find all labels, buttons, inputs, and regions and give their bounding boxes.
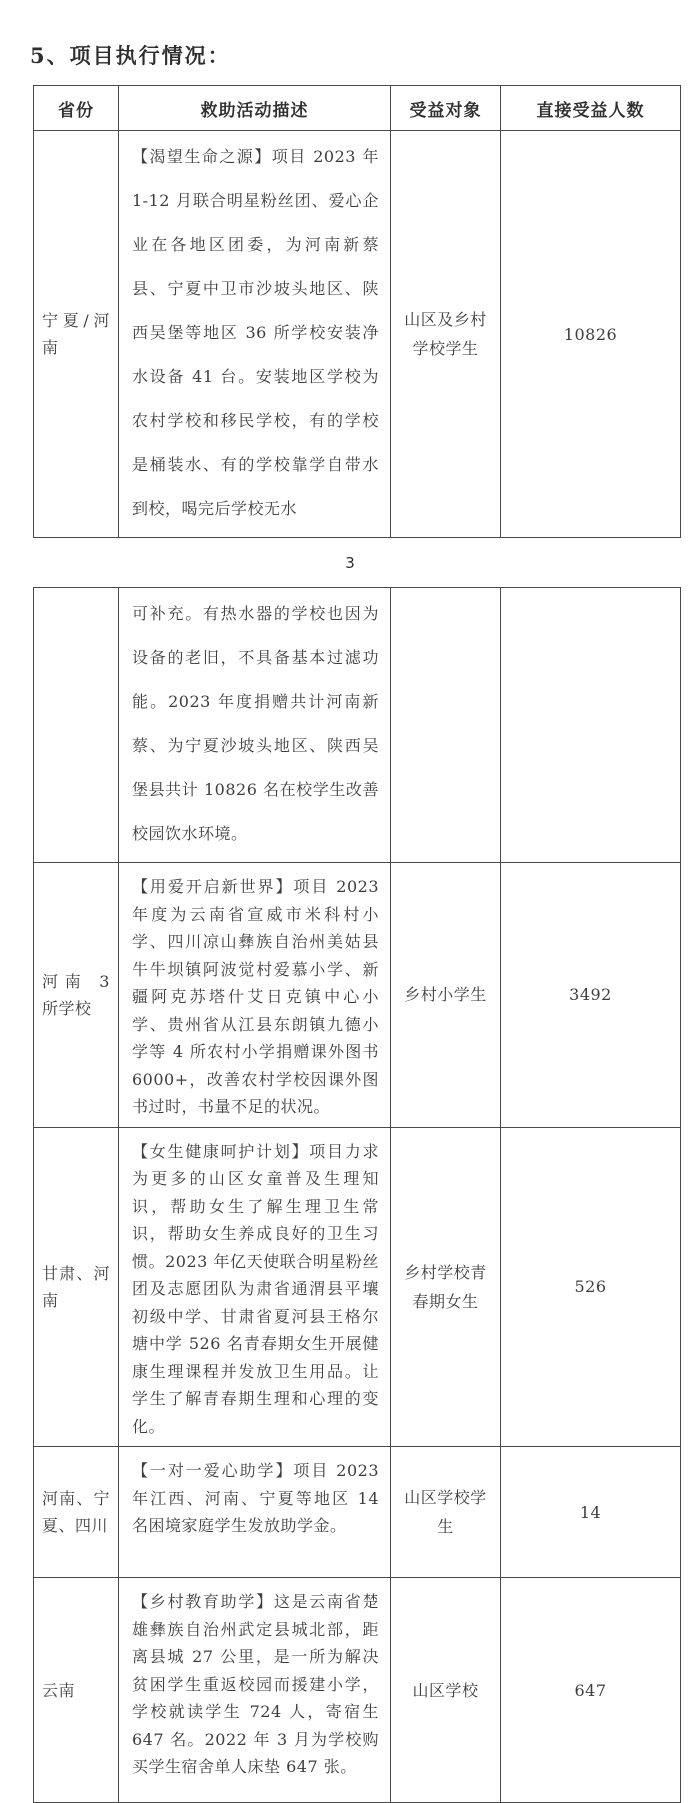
description-cell: 可补充。有热水器的学校也因为设备的老旧，不具备基本过滤功能。2023 年度捐赠共计河南新蔡、为宁夏沙坡头地区、陕西吴堡县共计 10826 名在校学生改善校园饮水环境。 [119, 588, 391, 863]
count-cell [501, 588, 681, 863]
table-row [34, 588, 681, 863]
beneficiary-cell: 山区学校学生 [391, 1447, 501, 1578]
province-cell: 河南、宁夏、四川 [34, 1447, 119, 1578]
count-cell: 10826 [501, 131, 681, 538]
description-cell: 【乡村教育助学】这是云南省楚雄彝族自治州武定县城北部，距离县城 27 公里，是一所为解决贫困学生重返校园而援建小学，学校就读学生 724 人，寄宿生 647 名。2022 年 3 月为学校购买学生宿舍单人床垫 647 张。 [119, 1578, 391, 1803]
description-cell: 【一对一爱心助学】项目 2023 年江西、河南、宁夏等地区 14 名困境家庭学生发放助学金。 [119, 1447, 391, 1578]
beneficiary-cell [391, 588, 501, 863]
province-cell: 宁夏/河南 [34, 131, 119, 538]
table-header-row [34, 86, 681, 131]
header-province: 省份 [34, 86, 119, 131]
province-cell: 甘肃、河南 [34, 1127, 119, 1447]
count-cell: 647 [501, 1578, 681, 1803]
province-cell: 河南 3 所学校 [34, 863, 119, 1128]
header-beneficiary: 受益对象 [391, 86, 501, 131]
beneficiary-cell: 乡村学校青春期女生 [391, 1127, 501, 1447]
table-row [34, 1578, 681, 1803]
table-row [34, 863, 681, 1128]
table-row [34, 1447, 681, 1578]
beneficiary-cell: 山区学校 [391, 1578, 501, 1803]
count-cell: 526 [501, 1127, 681, 1447]
count-cell: 14 [501, 1447, 681, 1578]
beneficiary-cell: 乡村小学生 [391, 863, 501, 1128]
description-cell: 【女生健康呵护计划】项目力求为更多的山区女童普及生理知识，帮助女生了解生理卫生常识，帮助女生养成良好的卫生习惯。2023 年亿天使联合明星粉丝团及志愿团队为肃省通渭县平壤初级中学、甘肃省夏河县王格尔塘中学 526 名青春期女生开展健康生理课程并发放卫生用品。让学生了解青春期生理和心理的变化。 [119, 1127, 391, 1447]
province-cell [34, 588, 119, 863]
page-number: 3 [345, 553, 355, 572]
count-cell: 3492 [501, 863, 681, 1128]
header-count: 直接受益人数 [501, 86, 681, 131]
header-description: 救助活动描述 [119, 86, 391, 131]
table-row [34, 1127, 681, 1447]
province-cell: 云南 [34, 1578, 119, 1803]
project-execution-table-page2 [33, 587, 681, 1803]
project-execution-table-page1 [33, 85, 681, 538]
description-cell: 【用爱开启新世界】项目 2023 年度为云南省宣威市米科村小学、四川凉山彝族自治州美姑县牛牛坝镇阿波觉村爱慕小学、新疆阿克苏塔什艾日克镇中心小学、贵州省从江县东朗镇九德小学等 4 所农村小学捐赠课外图书 6000+，改善农村学校因课外图书过时，书量不足的状况。 [119, 863, 391, 1128]
description-cell: 【渴望生命之源】项目 2023 年 1-12 月联合明星粉丝团、爱心企业在各地区团委，为河南新蔡县、宁夏中卫市沙坡头地区、陕西吴堡等地区 36 所学校安装净水设备 41 台。安装地区学校为农村学校和移民学校，有的学校是桶装水、有的学校靠学自带水到校，喝完后学校无水 [119, 131, 391, 538]
beneficiary-cell: 山区及乡村学校学生 [391, 131, 501, 538]
section-title: 5、项目执行情况： [30, 43, 231, 68]
table-row [34, 131, 681, 538]
